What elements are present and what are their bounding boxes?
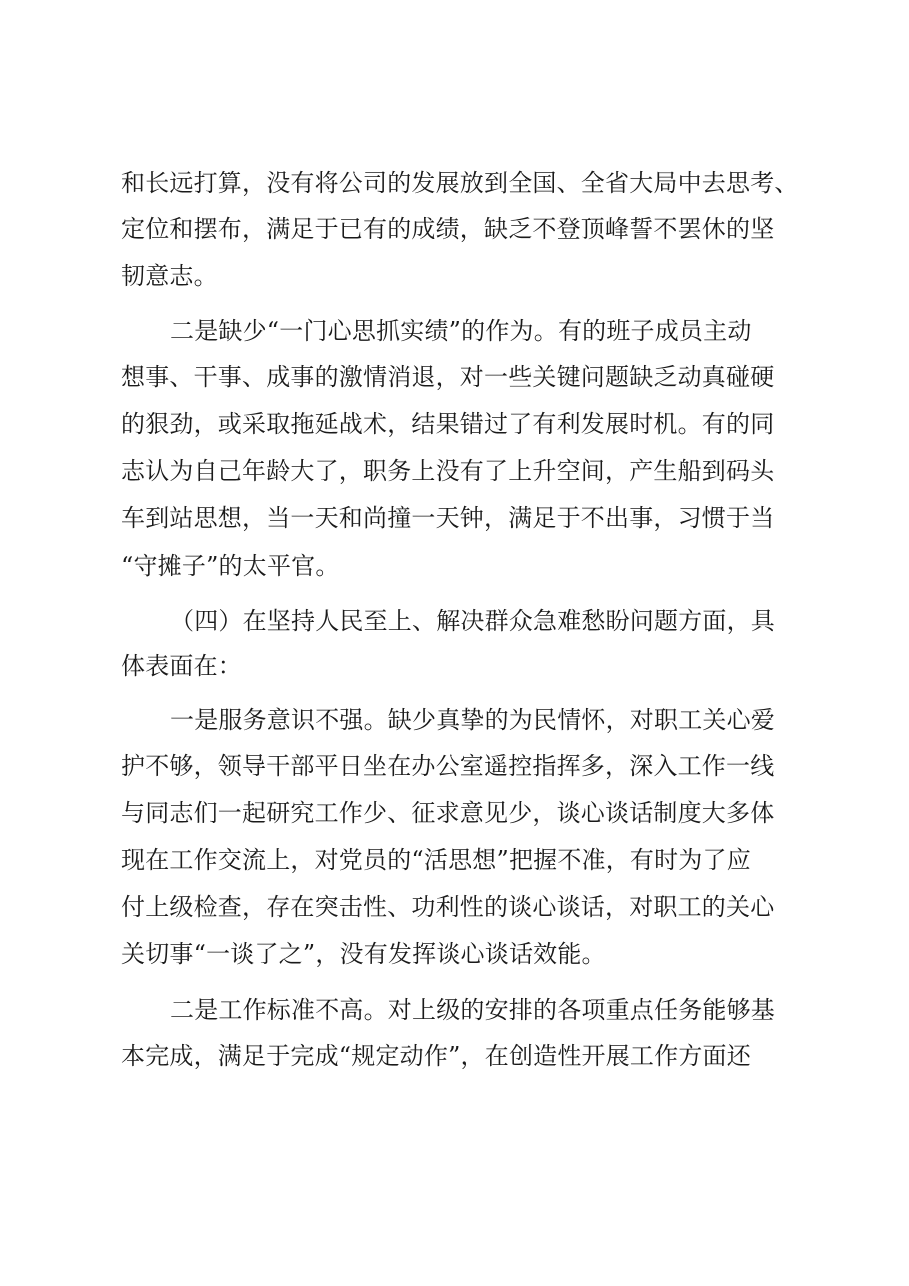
text-line: 体表面在： (121, 652, 242, 680)
text-line: 本完成，满足于完成“规定动作”，在创造性开展工作方面还 (121, 1042, 751, 1070)
text-line: 志认为自己年龄大了，职务上没有了上升空间，产生船到码头 (121, 457, 775, 485)
section-heading-line: （四）在坚持人民至上、解决群众急难愁盼问题方面，具 (170, 607, 775, 635)
paragraph-first-line: 一是服务意识不强。缺少真挚的为民情怀，对职工关心爱 (170, 706, 775, 734)
text-line: 护不够，领导干部平日坐在办公室遥控指挥多，深入工作一线 (121, 752, 775, 780)
text-line: 与同志们一起研究工作少、征求意见少，谈心谈话制度大多体 (121, 799, 775, 827)
text-line: “守摊子”的太平官。 (121, 552, 340, 580)
text-line: 付上级检查，存在突击性、功利性的谈心谈话，对职工的关心 (121, 893, 775, 921)
text-line: 想事、干事、成事的激情消退，对一些关键问题缺乏动真碰硬 (121, 363, 775, 391)
text-line: 现在工作交流上，对党员的“活思想”把握不准，有时为了应 (121, 846, 751, 874)
paragraph-first-line: 二是工作标准不高。对上级的安排的各项重点任务能够基 (170, 996, 775, 1024)
text-line: 关切事“一谈了之”，没有发挥谈心谈话效能。 (121, 940, 606, 968)
paragraph-first-line: 二是缺少“一门心思抓实绩”的作为。有的班子成员主动 (170, 317, 752, 345)
text-line: 车到站思想，当一天和尚撞一天钟，满足于不出事，习惯于当 (121, 504, 775, 532)
text-line: 和长远打算，没有将公司的发展放到全国、全省大局中去思考、 (121, 169, 799, 197)
text-line: 的狠劲，或采取拖延战术，结果错过了有利发展时机。有的同 (121, 410, 775, 438)
text-line: 韧意志。 (121, 262, 218, 290)
text-line: 定位和摆布，满足于已有的成绩，缺乏不登顶峰誓不罢休的坚 (121, 215, 775, 243)
